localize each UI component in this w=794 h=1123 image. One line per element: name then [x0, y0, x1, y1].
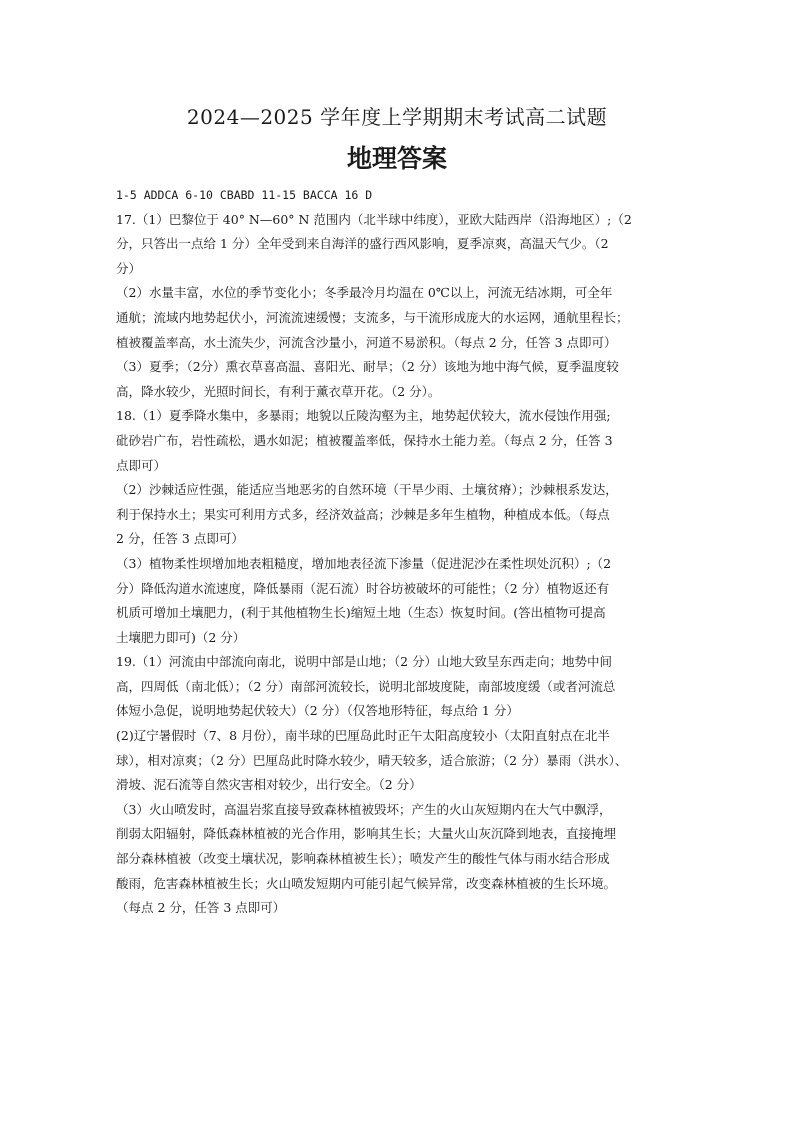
- answer-line: 滑坡、泥石流等自然灾害相对较少，出行安全。（2 分）: [116, 777, 422, 793]
- answer-line: （2）水量丰富，水位的季节变化小；冬季最冷月均温在 0℃以上，河流无结冰期，可全年: [116, 285, 613, 301]
- answer-line: 2 分，任答 3 点即可）: [116, 531, 244, 547]
- answer-line: 利于保持水土；果实可利用方式多，经济效益高；沙棘是多年生植物，种植成本低。（每点: [116, 506, 610, 522]
- answer-line: （3）火山喷发时，高温岩浆直接导致森林植被毁坏；产生的火山灰短期内在大气中飘浮，: [116, 801, 612, 817]
- multiple-choice-answers: 1-5 ADDCA 6-10 CBABD 11-15 BACCA 16 D: [116, 188, 373, 202]
- answer-line: 分）降低沟道水流速度，降低暴雨（泥石流）时谷坊被破坏的可能性；（2 分）植物返还有: [116, 580, 610, 596]
- answer-line: （3）植物柔性坝增加地表粗糙度，增加地表径流下渗量（促进泥沙在柔性坝处沉积）;（2: [116, 555, 612, 571]
- answer-line: 点即可）: [116, 457, 167, 473]
- answer-line: （3）夏季；（2分）熏衣草喜高温、喜阳光、耐旱；（2 分）该地为地中海气候，夏季温度较: [116, 359, 619, 375]
- answer-line: 球），相对凉爽；（2 分）巴厘岛此时降水较少，晴天较多，适合旅游；（2 分）暴雨（洪水）、: [116, 752, 628, 768]
- answer-line: 通航；流域内地势起伏小，河流流速缓慢；支流多，与干流形成庞大的水运网，通航里程长；: [116, 309, 629, 325]
- answer-line: 机质可增加土壤肥力，(利于其他植物生长)缩短土地（生态）恢复时间。(答出植物可提高: [116, 605, 606, 621]
- page-title: 2024—2025 学年度上学期期末考试高二试题: [186, 105, 608, 129]
- answer-line: 19.（1）河流由中部流向南北，说明中部是山地；（2 分）山地大致呈东西走向；地势中间: [116, 654, 613, 670]
- answer-content: [116, 183, 688, 921]
- answer-line: 17.（1）巴黎位于 40° N—60° N 范围内（北半球中纬度），亚欧大陆西岸（沿海地区）;（2: [116, 211, 632, 227]
- answer-line: 分）: [116, 260, 142, 276]
- answer-line: 植被覆盖率高，水土流失少，河流含沙量小，河道不易淤积。（每点 2 分，任答 3 点即可）: [116, 334, 617, 350]
- answer-line: 砒砂岩广布，岩性疏松，遇水如泥；植被覆盖率低，保持水土能力差。（每点 2 分，任答 3: [116, 432, 613, 448]
- answer-line: 体短小急促，说明地势起伏较大）（2 分）（仅答地形特征，每点给 1 分）: [116, 703, 519, 719]
- answer-line: 分，只答出一点给 1 分）全年受到来自海洋的盛行西风影响，夏季凉爽，高温天气少。（2: [116, 236, 609, 252]
- answer-line: 土壤肥力即可)（2 分）: [116, 629, 246, 645]
- answer-line: 18.（1）夏季降水集中，多暴雨；地貌以丘陵沟壑为主，地势起伏较大，流水侵蚀作用强;: [116, 408, 611, 424]
- page-subtitle: 地理答案: [346, 144, 447, 173]
- answer-line: (2)辽宁暑假时（7、8 月份），南半球的巴厘岛此时正午太阳高度较小（太阳直射点在北半: [116, 728, 610, 744]
- answer-line: （2）沙棘适应性强，能适应当地恶劣的自然环境（干旱少雨、土壤贫瘠）；沙棘根系发达，: [116, 482, 618, 498]
- answer-line: 削弱太阳辐射，降低森林植被的光合作用，影响其生长；大量火山灰沉降到地表，直接掩埋: [116, 826, 617, 842]
- answer-line: （每点 2 分，任答 3 点即可）: [116, 900, 286, 916]
- answer-line: 高，四周低（南北低）；（2 分）南部河流较长，说明北部坡度陡，南部坡度缓（或者河流总: [116, 678, 616, 694]
- answer-line: 酸雨，危害森林植被生长；火山喷发短期内可能引起气候异常，改变森林植被的生长环境。: [116, 875, 617, 891]
- answer-line: 高，降水较少，光照时间长，有利于薰衣草开花。（2 分）。: [116, 383, 441, 399]
- answer-line: 部分森林植被（改变土壤状况，影响森林植被生长）；喷发产生的酸性气体与雨水结合形成: [116, 851, 610, 867]
